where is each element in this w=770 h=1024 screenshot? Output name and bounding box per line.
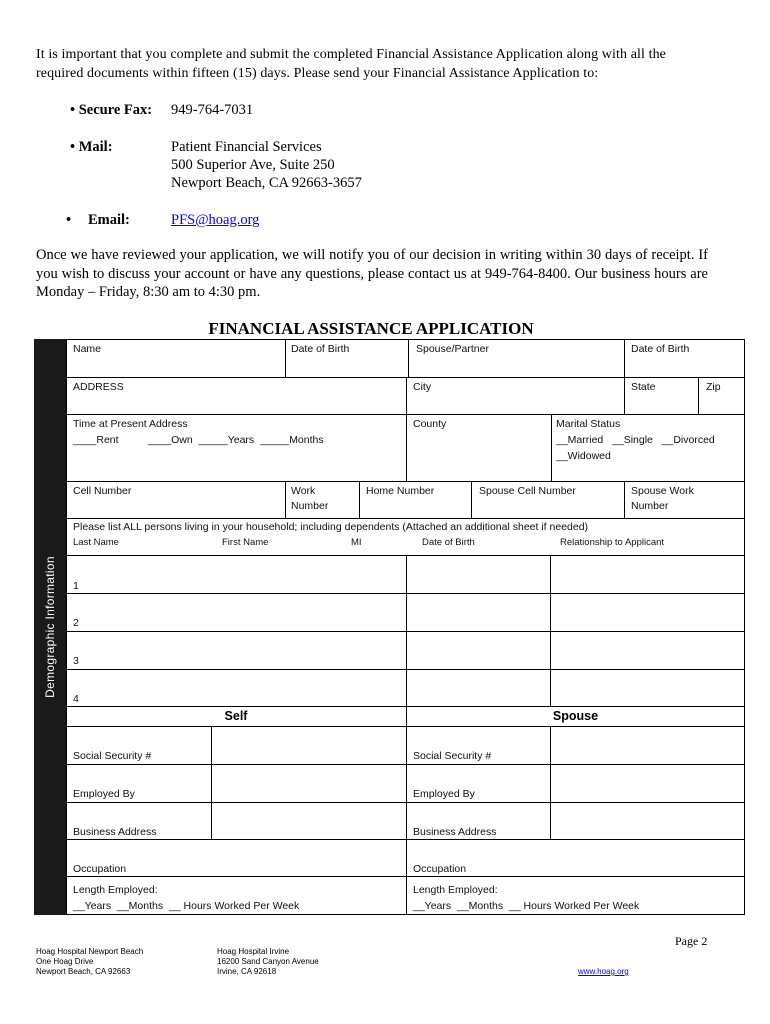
irvine-city: Irvine, CA 92618 [217,967,277,976]
mail-line-1: Patient Financial Services [171,139,322,155]
intro-paragraph: It is important that you complete and submit the completed Financial Assistance Application along with all the required documents within fifteen (15) days. Please send your Financial Assistance Application to: [36,47,666,81]
website-link[interactable]: www.hoag.org [578,967,629,976]
self-header: Self [224,709,248,723]
household-row-3: 3 [73,655,79,667]
footer-newport [36,947,143,977]
col-dob: Date of Birth [422,537,475,548]
email-bullet: • [66,212,72,228]
time-address-label: Time at Present Address [73,418,188,430]
email-link[interactable]: PFS@hoag.org [171,212,260,228]
county-label: County [413,418,447,430]
occupation-spouse: Occupation [413,863,467,875]
length-options-self: __Years __Months __ Hours Worked Per Week [73,900,300,912]
marital-status-label: Marital Status [556,418,621,430]
address-label: ADDRESS [73,381,124,393]
fax-label: • Secure Fax: [70,102,153,118]
spouse-work-label-1: Spouse Work [631,485,694,497]
irvine-name: Hoag Hospital Irvine [217,947,290,956]
form-grid [66,339,745,915]
irvine-street: 16200 Sand Canyon Avenue [217,957,319,966]
length-options-spouse: __Years __Months __ Hours Worked Per Week [413,900,640,912]
spouse-cell-label: Spouse Cell Number [479,485,576,497]
mail-line-3: Newport Beach, CA 92663-3657 [171,175,362,191]
col-relationship: Relationship to Applicant [560,537,665,548]
page-number: Page 2 [675,934,708,948]
col-mi: MI [351,537,362,548]
spouse-label: Spouse/Partner [416,343,489,355]
marital-widowed: __Widowed [556,450,611,462]
household-row-1: 1 [73,580,79,592]
employed-by-self: Employed By [73,788,135,800]
ssn-label-spouse: Social Security # [413,750,492,762]
side-label: Demographic Information [43,556,57,698]
work-number-label-2: Number [291,500,329,512]
footer-irvine [217,947,319,977]
col-last-name: Last Name [73,537,119,548]
ssn-label-self: Social Security # [73,750,152,762]
cell-number-label: Cell Number [73,485,132,497]
household-instruction: Please list ALL persons living in your household; including dependents (Attached an additional sheet if needed) [73,521,589,533]
household-row-4: 4 [73,693,79,705]
marital-options: __Married __Single __Divorced [556,434,715,446]
spouse-header: Spouse [552,709,599,723]
zip-label: Zip [706,381,721,393]
dob-label: Date of Birth [291,343,350,355]
spouse-dob-label: Date of Birth [631,343,690,355]
newport-street: One Hoag Drive [36,957,94,966]
business-address-spouse: Business Address [413,826,497,838]
employed-by-spouse: Employed By [413,788,475,800]
spouse-work-label-2: Number [631,500,669,512]
mail-label: • Mail: [70,139,113,155]
email-label: Email: [88,212,130,228]
fax-value: 949-764-7031 [171,102,254,118]
mail-line-2: 500 Superior Ave, Suite 250 [171,157,335,173]
time-address-options: ____Rent ____Own _____Years _____Months [73,434,324,446]
contact-paragraph: Once we have reviewed your application, we will notify you of our decision in writing within 30 days of receipt. If you wish to discuss your account or have any questions, please contact us at 949-764-8400. Our business hours are Monday – Friday, 8:30 am to 4:30 pm. [36,247,708,300]
household-row-2: 2 [73,617,79,629]
length-employed-spouse: Length Employed: [413,884,498,896]
city-label: City [413,381,432,393]
side-bar [34,339,66,915]
col-first-name: First Name [222,537,269,548]
state-label: State [631,381,656,393]
business-address-self: Business Address [73,826,157,838]
name-label: Name [73,343,102,355]
form-title: FINANCIAL ASSISTANCE APPLICATION [208,319,534,338]
home-number-label: Home Number [366,485,435,497]
application-form [34,339,745,915]
length-employed-self: Length Employed: [73,884,158,896]
work-number-label-1: Work [291,485,316,497]
occupation-self: Occupation [73,863,127,875]
newport-city: Newport Beach, CA 92663 [36,967,131,976]
newport-name: Hoag Hospital Newport Beach [36,947,144,956]
